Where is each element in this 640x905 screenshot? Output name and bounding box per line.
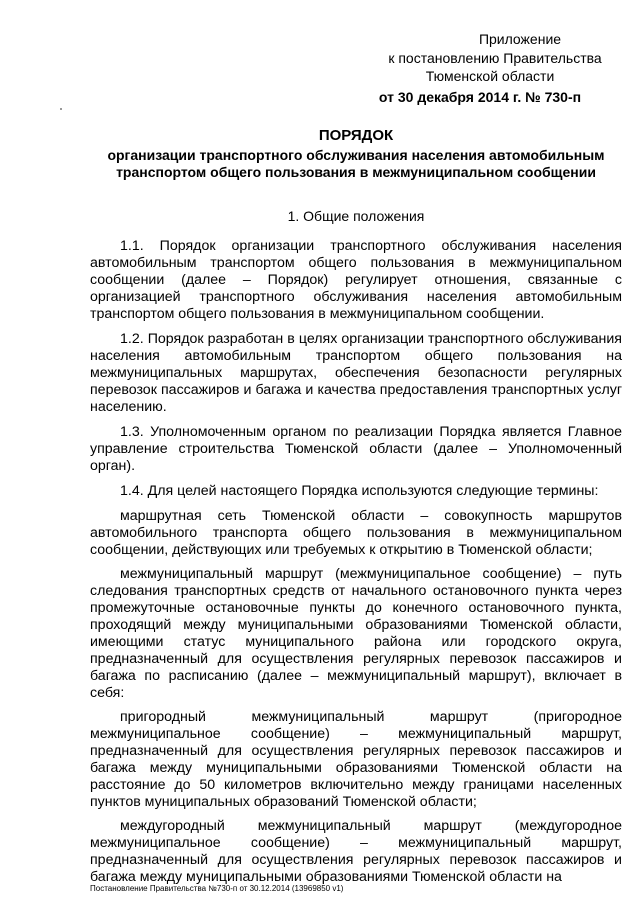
scan-speck xyxy=(60,108,62,110)
term-suburban-route: пригородный межмуниципальный маршрут (пригородное межмуниципальное сообщение) – межмуниципальный маршрут, предназначенный для осуществления регулярных перевозок пассажиров и багажа между муниципальными образованиями Тюменской области на расстояние до 50 километров включительно между границами населенных пунктов муниципальных образований Тюменской области; xyxy=(90,709,622,810)
document-body xyxy=(90,238,622,893)
term-route-network: маршрутная сеть Тюменской области – совокупность маршрутов автомобильного транспорта общего пользования в межмуниципальном сообщении, действующих или требуемых к открытию в Тюменской области; xyxy=(90,508,622,558)
term-intercity-route: междугородный межмуниципальный маршрут (междугородное межмуниципальное сообщение) – межмуниципальный маршрут, предназначенный для осуществления регулярных перевозок пассажиров и багажа между муниципальными образованиями Тюменской области на xyxy=(90,818,622,885)
section-heading: 1. Общие положения xyxy=(287,208,425,224)
paragraph-1-2: 1.2. Порядок разработан в целях организации транспортного обслуживания населения автомобильным транспортом общего пользования на межмуниципальных маршрутах, обеспечения безопасности регулярных перевозок пассажиров и багажа и качества предоставления транспортных услуг населению. xyxy=(90,331,622,415)
appendix-label: Приложение xyxy=(478,31,562,47)
document-subtitle: организации транспортного обслуживания населения автомобильным транспортом общего пользования в межмуниципальном сообщении xyxy=(107,147,605,180)
paragraph-1-3: 1.3. Уполномоченным органом по реализации Порядка является Главное управление строительства Тюменской области (далее – Уполномоченный орган). xyxy=(90,424,622,474)
document-title: ПОРЯДОК xyxy=(318,127,394,144)
page-footer: Постановление Правительства №730-п от 30.12.2014 (13969850 v1) xyxy=(90,884,344,893)
paragraph-1-4: 1.4. Для целей настоящего Порядка используются следующие термины: xyxy=(120,483,599,499)
appendix-resolution-line: к постановлению Правительства xyxy=(388,50,602,66)
paragraph-1-1: 1.1. Порядок организации транспортного обслуживания населения автомобильным транспортом общего пользования в межмуниципальном сообщении (далее – Порядок) регулирует отношения, связанные с организацией транспортного обслуживания населения автомобильным транспортом общего пользования в межмуниципальном сообщении. xyxy=(90,238,622,322)
appendix-date-number: от 30 декабря 2014 г. № 730-п xyxy=(378,89,582,105)
term-intermunicipal-route: межмуниципальный маршрут (межмуниципальное сообщение) – путь следования транспортных средств от начального остановочного пункта через промежуточные остановочные пункты до конечного остановочного пункта, проходящий между муниципальными образованиями Тюменской области, имеющими статус муниципального района или городского округа, предназначенный для осуществления регулярных перевозок пассажиров и багажа по расписанию (далее – межмуниципальный маршрут), включает в себя: xyxy=(90,566,622,701)
appendix-region-line: Тюменской области xyxy=(425,68,555,84)
